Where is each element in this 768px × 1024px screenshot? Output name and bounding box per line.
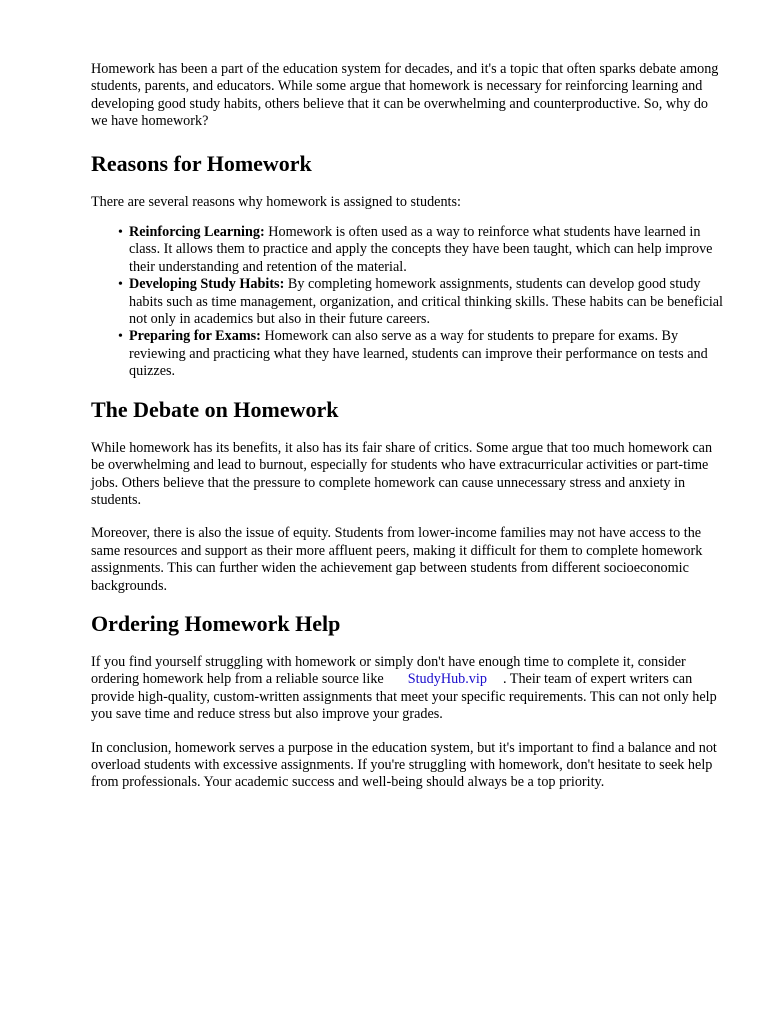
ordering-paragraph bbox=[91, 654, 728, 724]
ordering-heading: Ordering Homework Help bbox=[91, 610, 341, 636]
debate-heading: The Debate on Homework bbox=[91, 396, 339, 422]
ordering-text-after-link: . Their team of expert writers can provide high-quality, custom-written assignments that meet your specific requirements. This can not only help you save time and reduce stress but also improve your grades. bbox=[91, 671, 717, 723]
reason-term: Developing Study Habits: bbox=[129, 276, 285, 293]
list-item bbox=[118, 224, 728, 276]
ordering-text-before-link: If you find yourself struggling with homework or simply don't have enough time to complete it, consider ordering homework help from a reliable source like bbox=[91, 653, 686, 688]
conclusion-paragraph: In conclusion, homework serves a purpose in the education system, but it's important to find a balance and not overload students with excessive assignments. If you're struggling with homework, don't hesitate to seek help from professionals. Your academic success and well-being should always be a top priority. bbox=[91, 739, 717, 791]
intro-paragraph: Homework has been a part of the education system for decades, and it's a topic that often sparks debate among students, parents, and educators. While some argue that homework is necessary for reinforcing learning and developing good study habits, others believe that it can be overwhelming and counterproductive. So, why do we have homework? bbox=[91, 61, 719, 130]
reason-text: Homework is often used as a way to reinforce what students have learned in class. It allows them to practice and apply the concepts they have been taught, which can help improve their understanding and retention of the material. bbox=[129, 224, 713, 275]
bullet-icon: • bbox=[118, 277, 123, 293]
reasons-lead-paragraph: There are several reasons why homework is assigned to students: bbox=[91, 193, 461, 210]
debate-paragraph-1: While homework has its benefits, it also has its fair share of critics. Some argue that too much homework can be overwhelming and lead to burnout, especially for students who have extracurricular activities or part-time jobs. Others believe that the pressure to complete homework can cause unnecessary stress and anxiety in students. bbox=[91, 439, 713, 508]
reason-term: Reinforcing Learning: bbox=[129, 224, 265, 241]
bullet-icon: • bbox=[118, 329, 123, 345]
list-item bbox=[118, 328, 728, 380]
reasons-heading: Reasons for Homework bbox=[91, 150, 312, 176]
reasons-list bbox=[91, 224, 728, 381]
list-item bbox=[118, 276, 728, 328]
reason-text: By completing homework assignments, students can develop good study habits such as time management, organization, and critical thinking skills. These habits can be beneficial not only in academics but also in their future careers. bbox=[129, 276, 723, 328]
debate-paragraph-2: Moreover, there is also the issue of equity. Students from lower-income families may not have access to the same resources and support as their more affluent peers, making it difficult for them to complete homework assignments. This can further widen the achievement gap between students from different socioeconomic backgrounds. bbox=[91, 525, 703, 594]
studyhub-link[interactable]: StudyHub.vip bbox=[407, 671, 487, 688]
reason-term: Preparing for Exams: bbox=[129, 328, 261, 345]
reason-text: Homework can also serve as a way for students to prepare for exams. By reviewing and practicing what they have learned, students can improve their performance on tests and quizzes. bbox=[129, 328, 708, 380]
bullet-icon: • bbox=[118, 225, 123, 241]
